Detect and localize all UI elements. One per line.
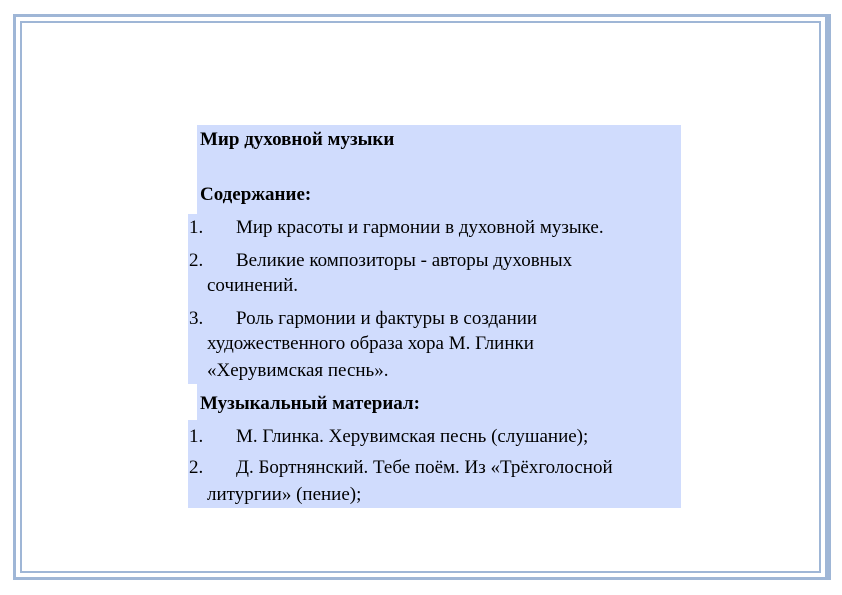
list-number: 1.: [189, 426, 204, 447]
list-text-line: художественного образа хора М. Глинки: [207, 333, 534, 354]
list-number: 2.: [189, 250, 204, 271]
page-title: Мир духовной музыки: [200, 129, 395, 150]
list-text-line: сочинений.: [207, 275, 299, 296]
list-text-line: Роль гармонии и фактуры в создании: [236, 308, 538, 329]
list-text-line: Великие композиторы - авторы духовных: [236, 250, 573, 271]
list-number: 1.: [189, 217, 204, 238]
list-text-line: Мир красоты и гармонии в духовной музыке.: [236, 217, 604, 238]
content-heading: Содержание:: [200, 184, 312, 205]
list-text-line: Д. Бортнянский. Тебе поём. Из «Трёхголосной: [236, 457, 613, 478]
material-heading: Музыкальный материал:: [200, 393, 420, 414]
list-text-line: М. Глинка. Херувимская песнь (слушание);: [236, 426, 589, 447]
list-number: 3.: [189, 308, 204, 329]
list-text-line: «Херувимская песнь».: [207, 360, 389, 381]
list-number: 2.: [189, 457, 204, 478]
list-text-line: литургии» (пение);: [207, 484, 362, 505]
